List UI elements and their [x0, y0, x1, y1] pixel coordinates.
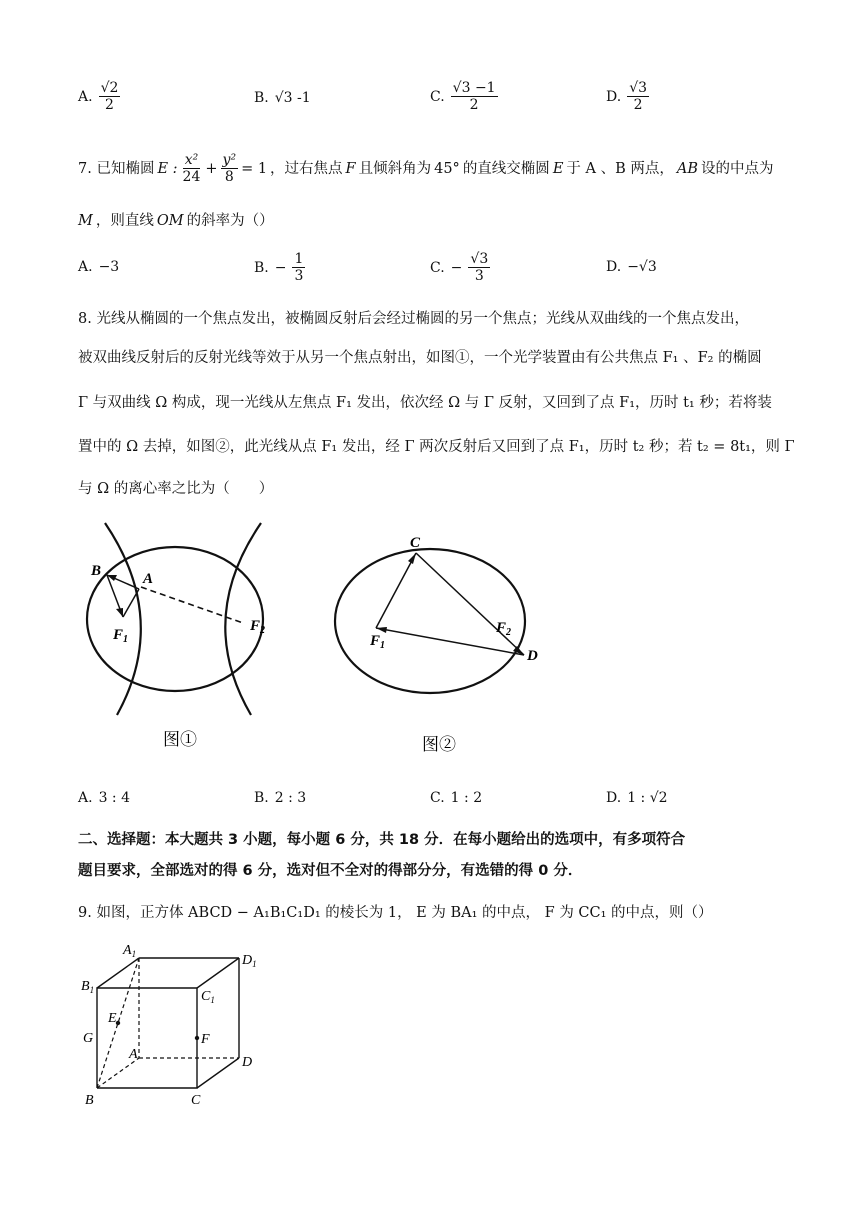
q7-text: 于 A 、B 两点，	[566, 160, 674, 177]
fraction-numerator: x²	[184, 152, 199, 168]
fraction	[221, 152, 239, 185]
q8-option-a	[78, 790, 130, 806]
point-f1-label: $F_1$	[370, 633, 386, 651]
option-label: B.	[254, 259, 269, 276]
q7-text: 的斜率为（）	[186, 213, 274, 229]
point-f1-label: $F_1$	[113, 627, 129, 645]
q7-text: ，过右焦点	[270, 160, 343, 177]
point-b-label: B	[91, 563, 102, 579]
label-d1: $D_1$	[242, 953, 257, 969]
figure-2-caption: 图②	[422, 735, 456, 754]
option-sign: −	[274, 259, 287, 276]
math-symbol: E	[552, 160, 564, 177]
q7-text: 设的中点为	[701, 160, 774, 177]
label-a1: $A_1$	[123, 943, 137, 959]
math-symbol: F	[345, 160, 356, 177]
edge-c-d	[197, 1058, 239, 1088]
figure-2-diagram	[330, 525, 560, 760]
equation-rest: = 1	[241, 160, 268, 177]
point-f2-label: $F_2$	[496, 620, 512, 638]
fraction-numerator: √2	[100, 80, 119, 96]
q8-line-1: 8. 光线从椭圆的一个焦点发出，被椭圆反射后会经过椭圆的另一个焦点；光线从双曲线的一个焦点发出，	[78, 311, 749, 327]
q6-option-b	[254, 90, 311, 106]
q7-text: ，则直线	[95, 213, 154, 229]
q7-option-a	[78, 259, 119, 275]
fraction-numerator: √3	[629, 80, 648, 96]
q8-line-3: Γ 与双曲线 Ω 构成，现一光线从左焦点 F₁ 发出，依次经 Ω 与 Γ 反射，又回到了点 F₁，历时 t₁ 秒；若将装	[78, 395, 772, 411]
point-f	[195, 1036, 199, 1040]
math-symbol: AB	[676, 160, 699, 177]
fraction-denominator: 2	[105, 97, 114, 113]
figure-1-diagram	[75, 515, 315, 760]
option-label: D.	[606, 88, 622, 105]
ray-f1-c	[376, 553, 416, 628]
label-b: B	[85, 1093, 94, 1108]
fraction-numerator: √3	[470, 251, 489, 267]
fraction-numerator: √3 −1	[452, 80, 496, 96]
q7-option-d	[606, 259, 657, 275]
point-c-label: C	[410, 535, 421, 551]
option-label: A.	[78, 259, 93, 275]
fraction-denominator: 3	[294, 268, 304, 284]
ray-f1-a	[123, 589, 139, 617]
label-c: C	[191, 1093, 201, 1108]
option-value: −3	[98, 259, 120, 275]
label-d: D	[242, 1055, 253, 1070]
q7-option-c	[430, 251, 490, 284]
q7-line-2	[78, 211, 274, 231]
label-b1: $B_1$	[81, 979, 95, 995]
option-value: 2 : 3	[274, 790, 307, 806]
label-a: A	[129, 1047, 138, 1062]
option-label: A.	[78, 790, 93, 806]
hidden-edge-b-a	[97, 1058, 139, 1088]
ray-c-d	[416, 553, 524, 655]
option-label: C.	[430, 88, 445, 105]
option-label: D.	[606, 259, 622, 275]
ellipse-name: E :	[157, 160, 178, 177]
fraction	[181, 152, 203, 185]
point-a-label: A	[143, 571, 154, 587]
label-f: F	[201, 1032, 210, 1047]
fraction	[627, 80, 649, 113]
q6-option-d	[606, 80, 649, 113]
fraction-denominator: 8	[224, 169, 234, 185]
q8-option-d	[606, 790, 668, 806]
label-c1: $C_1$	[201, 989, 215, 1005]
q8-line-2: 被双曲线反射后的反射光线等效于从另一个焦点射出，如图①，一个光学装置由有公共焦点 F₁ 、F₂ 的椭圆	[78, 350, 762, 366]
fraction-numerator: y²	[222, 152, 237, 168]
math-symbol: 45°	[434, 160, 460, 177]
option-value: 3 : 4	[98, 790, 130, 806]
q7-line-1: 7. 已知椭圆 E : $\frac{\text{x²}}{24}$ + $\frac{\text{y²}}{8}$ = 1 ，过右焦点 F 且倾斜角为 45° 的直线交椭圆 E 于 A 、B 两点， AB 设的中点为	[78, 152, 774, 185]
math-symbol: M	[78, 213, 93, 229]
option-label: C.	[430, 259, 445, 276]
q8-option-c	[430, 790, 482, 806]
q7-text: 的直线交椭圆	[462, 160, 550, 177]
q8-line-4: 置中的 Ω 去掉，如图②，此光线从点 F₁ 发出，经 Γ 两次反射后又回到了点 F₁，历时 t₂ 秒；若 t₂ = 8t₁，则 Γ	[78, 439, 795, 455]
option-label: B.	[254, 790, 269, 806]
fraction-numerator: 1	[294, 251, 304, 267]
fraction	[451, 80, 498, 113]
fraction	[99, 80, 121, 113]
hyperbola-left-branch	[105, 523, 141, 715]
label-g: G	[83, 1031, 94, 1046]
option-sign: −	[450, 259, 463, 276]
option-label: B.	[254, 90, 269, 106]
option-value: 1 : √2	[627, 790, 668, 806]
q6-option-c	[430, 80, 498, 113]
cube-front-face	[97, 988, 197, 1088]
cube-figure	[75, 938, 275, 1113]
q7-option-b	[254, 251, 305, 284]
option-label: A.	[78, 88, 93, 105]
option-value: −√3	[627, 259, 657, 275]
option-label: D.	[606, 790, 622, 806]
option-label: C.	[430, 790, 445, 806]
section-2-heading-line-2: 题目要求，全部选对的得 6 分，选对但不全对的得部分分，有选错的得 0 分．	[78, 863, 583, 879]
point-d-label: D	[527, 648, 538, 664]
math-symbol: OM	[156, 213, 184, 229]
section-2-heading-line-1: 二、选择题：本大题共 3 小题，每小题 6 分，共 18 分．在每小题给出的选项中，有多项符合	[78, 832, 686, 848]
edge-c1-d1	[197, 958, 239, 988]
figure-1-caption: 图①	[163, 730, 197, 749]
q8-option-b	[254, 790, 306, 806]
q8-line-5: 与 Ω 的离心率之比为（ ）	[78, 481, 274, 497]
q7-text: 7. 已知椭圆	[78, 160, 155, 177]
point-f2-label: $F_2$	[250, 618, 266, 636]
arrow-head	[408, 553, 416, 564]
option-value: √3 -1	[274, 90, 311, 106]
fraction-denominator: 2	[469, 97, 479, 113]
fraction-denominator: 24	[182, 169, 201, 185]
fraction	[468, 251, 490, 284]
fraction	[292, 251, 305, 284]
fraction-denominator: 2	[633, 97, 643, 113]
arrow-head	[116, 608, 123, 617]
fraction-denominator: 3	[474, 268, 484, 284]
option-value: 1 : 2	[450, 790, 483, 806]
label-e: E	[108, 1011, 117, 1026]
q9-text: 9. 如图，正方体 ABCD − A₁B₁C₁D₁ 的棱长为 1， E 为 BA₁ 的中点， F 为 CC₁ 的中点，则（）	[78, 905, 713, 921]
q7-text: 且倾斜角为	[358, 160, 432, 177]
q6-option-a	[78, 80, 120, 113]
edge-b1-a1	[97, 958, 139, 988]
